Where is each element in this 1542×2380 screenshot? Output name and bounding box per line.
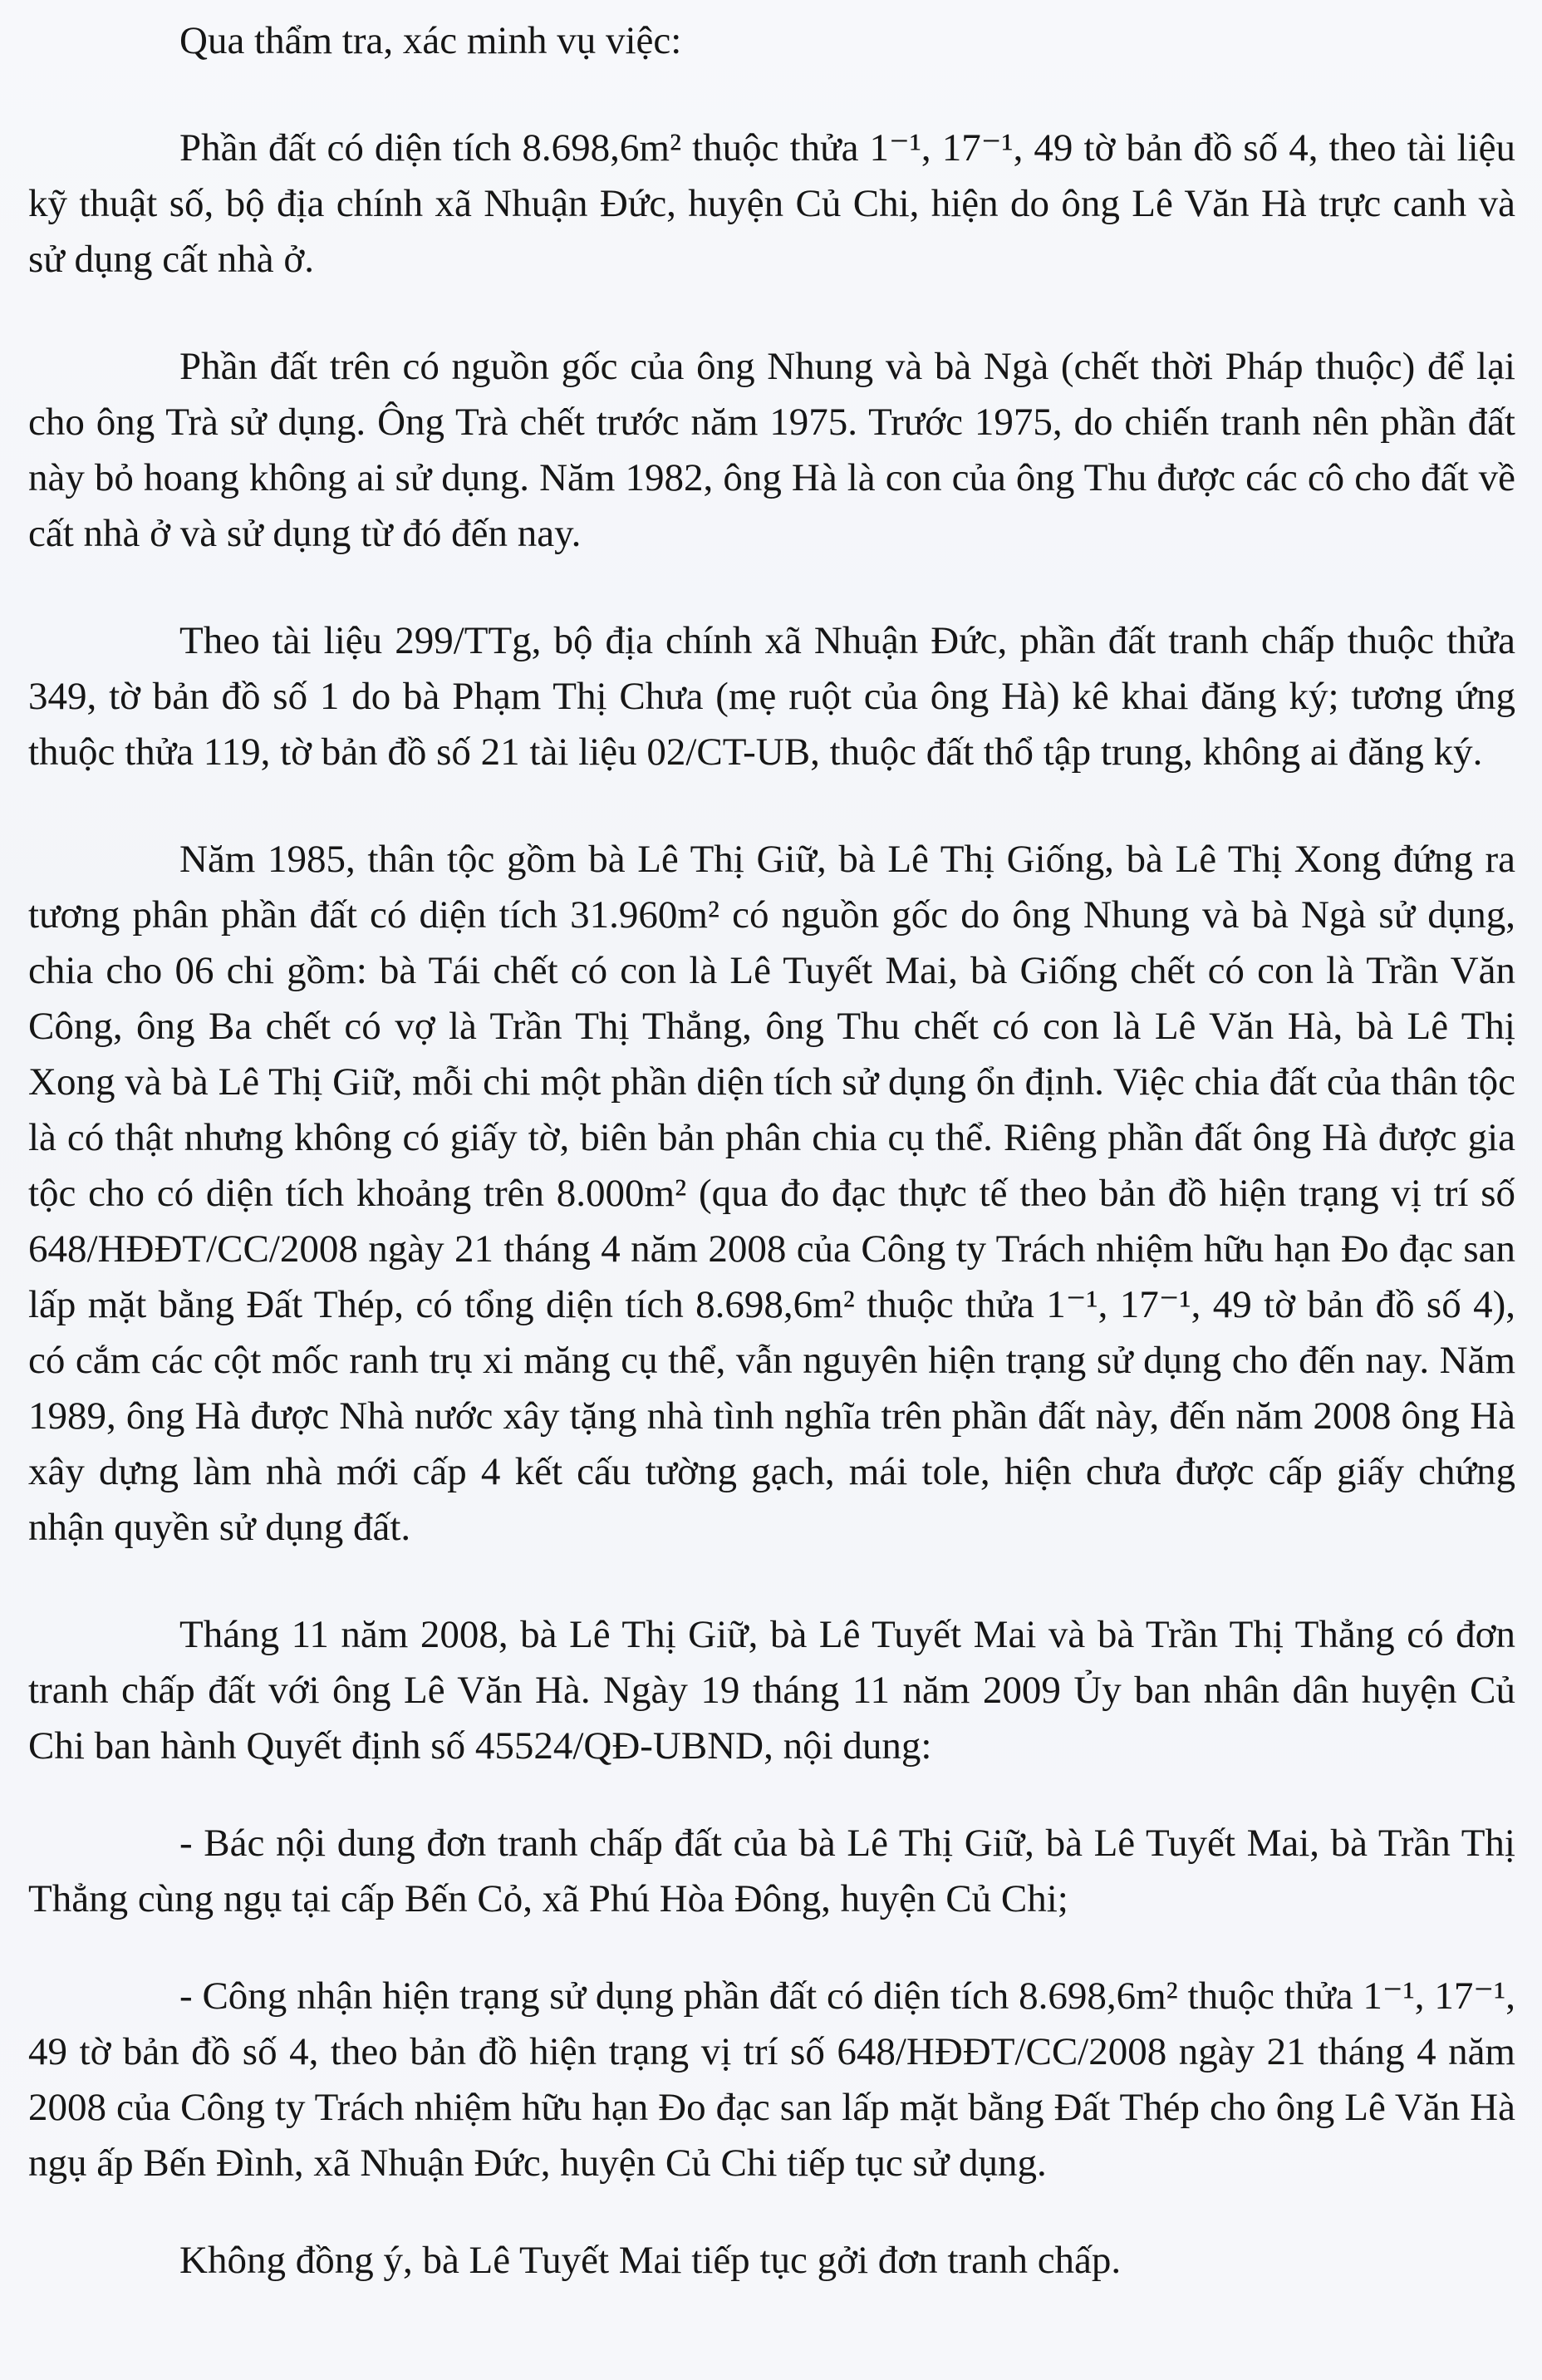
paragraph-continued-dispute: Không đồng ý, bà Lê Tuyết Mai tiếp tục gởi đơn tranh chấp. (179, 2239, 1122, 2282)
paragraph-2008-dispute: Tháng 11 năm 2008, bà Lê Thị Giữ, bà Lê Tuyết Mai và bà Trần Thị Thẳng có đơn tranh chấp đất với ông Lê Văn Hà. Ngày 19 tháng 11 năm 2009 Ủy ban nhân dân huyện Củ Chi ban hành Quyết định số 45524/QĐ-UBND, nội dung: (28, 1613, 1515, 1768)
paragraph-decision-point-1: - Bác nội dung đơn tranh chấp đất của bà Lê Thị Giữ, bà Lê Tuyết Mai, bà Trần Thị Thẳng cùng ngụ tại cấp Bến Cỏ, xã Phú Hòa Đông, huyện Củ Chi; (28, 1822, 1515, 1920)
paragraph-1985-division: Năm 1985, thân tộc gồm bà Lê Thị Giữ, bà Lê Thị Giống, bà Lê Thị Xong đứng ra tương phân phần đất có diện tích 31.960m² có nguồn gốc do ông Nhung và bà Ngà sử dụng, chia cho 06 chi gồm: bà Tái chết có con là Lê Tuyết Mai, bà Giống chết có con là Trần Văn Công, ông Ba chết có vợ là Trần Thị Thẳng, ông Thu chết có con là Lê Văn Hà, bà Lê Thị Xong và bà Lê Thị Giữ, mỗi chi một phần diện tích sử dụng ổn định. Việc chia đất của thân tộc là có thật nhưng không có giấy tờ, biên bản phân chia cụ thể. Riêng phần đất ông Hà được gia tộc cho có diện tích khoảng trên 8.000m² (qua đo đạc thực tế theo bản đồ hiện trạng vị trí số 648/HĐĐT/CC/2008 ngày 21 tháng 4 năm 2008 của Công ty Trách nhiệm hữu hạn Đo đạc san lấp mặt bằng Đất Thép, có tổng diện tích 8.698,6m² thuộc thửa 1⁻¹, 17⁻¹, 49 tờ bản đồ số 4), có cắm các cột mốc ranh trụ xi măng cụ thể, vẫn nguyên hiện trạng sử dụng cho đến nay. Năm 1989, ông Hà được Nhà nước xây tặng nhà tình nghĩa trên phần đất này, đến năm 2008 ông Hà xây dựng làm nhà mới cấp 4 kết cấu tường gạch, mái tole, hiện chưa được cấp giấy chứng nhận quyền sử dụng đất. (28, 838, 1515, 1549)
document-body (28, 13, 1515, 2289)
paragraph-decision-point-2: - Công nhận hiện trạng sử dụng phần đất có diện tích 8.698,6m² thuộc thửa 1⁻¹, 17⁻¹, 49 tờ bản đồ số 4, theo bản đồ hiện trạng vị trí số 648/HĐĐT/CC/2008 ngày 21 tháng 4 năm 2008 của Công ty Trách nhiệm hữu hạn Đo đạc san lấp mặt bằng Đất Thép cho ông Lê Văn Hà ngụ ấp Bến Đình, xã Nhuận Đức, huyện Củ Chi tiếp tục sử dụng. (28, 1974, 1515, 2185)
paragraph-intro: Qua thẩm tra, xác minh vụ việc: (179, 19, 682, 62)
paragraph-origin: Phần đất trên có nguồn gốc của ông Nhung và bà Ngà (chết thời Pháp thuộc) để lại cho ông Trà sử dụng. Ông Trà chết trước năm 1975. Trước 1975, do chiến tranh nên phần đất này bỏ hoang không ai sử dụng. Năm 1982, ông Hà là con của ông Thu được các cô cho đất về cất nhà ở và sử dụng từ đó đến nay. (28, 345, 1515, 555)
paragraph-299-ttg: Theo tài liệu 299/TTg, bộ địa chính xã Nhuận Đức, phần đất tranh chấp thuộc thửa 349, tờ bản đồ số 1 do bà Phạm Thị Chưa (mẹ ruột của ông Hà) kê khai đăng ký; tương ứng thuộc thửa 119, tờ bản đồ số 21 tài liệu 02/CT-UB, thuộc đất thổ tập trung, không ai đăng ký. (28, 619, 1515, 774)
paragraph-land-area: Phần đất có diện tích 8.698,6m² thuộc thửa 1⁻¹, 17⁻¹, 49 tờ bản đồ số 4, theo tài liệu kỹ thuật số, bộ địa chính xã Nhuận Đức, huyện Củ Chi, hiện do ông Lê Văn Hà trực canh và sử dụng cất nhà ở. (28, 126, 1515, 281)
